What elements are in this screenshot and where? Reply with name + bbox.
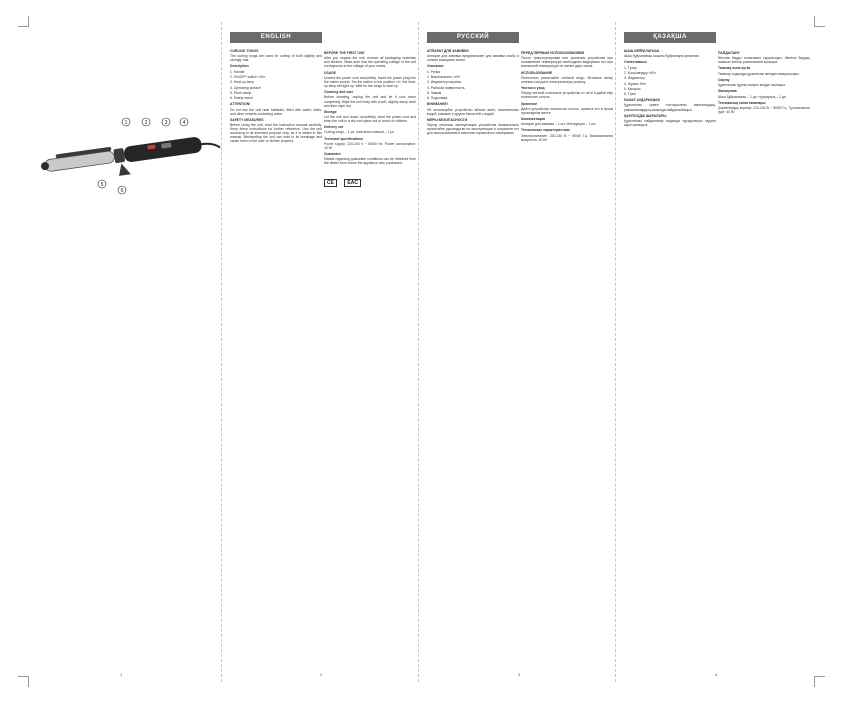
english-safety: Before using the unit, read the instruction manual carefully. Keep these instructions for further reference. Use the unit according to its intended purpose only, as it is stated in this manual. Mishandling the unit can lead to its breakage and cause harm to the user or his/her property. <box>230 123 322 144</box>
kazakh-safety-title: НАЗАР АУДАРЫҢЫЗ! <box>624 98 661 103</box>
russian-storage-title: Хранение <box>521 101 538 106</box>
page-number: 3 <box>518 672 521 677</box>
certification-marks <box>324 171 416 189</box>
russian-cleaning-title: Чистка и уход <box>521 86 545 91</box>
kazakh-delivery-title: Жинақтама <box>718 89 737 94</box>
kazakh-usage: Желілік бауды толығымен тарқатыңыз. Желілік баудың ашасын электр розеткасына қосыңыз. <box>718 56 810 65</box>
english-storage-title: Storage <box>324 109 337 114</box>
english-desc-item: 4. Operating surface <box>230 85 261 90</box>
english-first-use-title: BEFORE THE FIRST USE <box>324 51 365 55</box>
russian-first-use-title: ПЕРЕД ПЕРВЫМ ИСПОЛЬЗОВАНИЕМ <box>521 51 585 55</box>
crop-mark <box>814 676 825 687</box>
english-delivery-title: Delivery set <box>324 125 344 130</box>
crop-mark <box>18 676 29 687</box>
kazakh-usage-title: ПАЙДАЛАНУ <box>718 51 740 55</box>
russian-spec-title: Технические характеристики <box>521 128 570 133</box>
russian-desc-item: 6. Подставка <box>427 96 448 101</box>
russian-delivery-title: Комплектация <box>521 116 546 121</box>
english-first-use: After you unpack the unit, remove all packaging materials and stickers. Make sure that the operating voltage of the unit corresponds to the voltage of your mains. <box>324 56 416 69</box>
russian-column-a <box>427 32 519 672</box>
russian-intro: Аппарат для завивки предназначен для завивки слабо и сильно вьющихся волос. <box>427 54 519 63</box>
english-guarantee-title: Guarantee <box>324 152 341 156</box>
english-column-a <box>230 32 322 672</box>
english-intro: The curling tongs are used for curling of both slightly and strongly hair. <box>230 54 322 63</box>
kazakh-intro: Шаш бұйралағыш шашты бұйралауға арналған. <box>624 54 700 59</box>
page-number: 2 <box>320 672 323 677</box>
english-usage-title: USAGE <box>324 70 337 75</box>
english-spec-title: Technical specifications <box>324 136 363 141</box>
power-cord <box>201 142 220 150</box>
english-spec: Power supply: 220-240 V ~ 50/60 Hz. Power consumption: 40 W <box>324 141 416 150</box>
russian-safety-title: ВНИМАНИЕ! <box>427 102 448 107</box>
english-title: CURLING TONGS <box>230 49 259 53</box>
callout-1: 1 <box>124 120 128 126</box>
english-attention-title: ATTENTION! <box>230 102 251 107</box>
kazakh-title: ШАШ БҰЙРАЛАҒЫШ <box>624 49 659 53</box>
kazakh-cleaning-title: Тазалау және күтім <box>718 66 751 71</box>
handle <box>123 136 202 163</box>
russian-usage: Полностью размотайте сетевой шнур. Вставьте вилку сетевого шнура в электрическую розетку. <box>521 75 613 84</box>
russian-safety: Не используйте устройство вблизи ванн, наполненных водой, раковин и других ёмкостей с водой. <box>427 107 519 116</box>
callout-6: 6 <box>120 188 124 194</box>
russian-desc-item: 1. Ручка <box>427 69 440 74</box>
kazakh-desc-item: 1. Тұтқа <box>624 65 637 70</box>
english-description-title: Description <box>230 64 249 69</box>
kazakh-storage-title: Сақтау <box>718 77 730 82</box>
english-desc-item: 1. Handle <box>230 69 245 74</box>
ce-mark: CE <box>324 179 337 187</box>
callout-5: 5 <box>100 182 104 188</box>
russian-delivery: Аппарат для завивки – 1 шт. Инструкция – 1 шт. <box>521 122 597 127</box>
english-desc-item: 5. Pivot clamp <box>230 90 252 95</box>
english-safety-title: SAFETY MEASURES <box>230 117 264 122</box>
callout-2: 2 <box>144 120 148 126</box>
kazakh-desc-item: 3. Индикатор <box>624 76 645 81</box>
russian-cleaning: Перед чисткой отключите устройство от сети и дайте ему полностью остыть. <box>521 91 613 100</box>
english-desc-item: 6. Safety stand <box>230 96 253 101</box>
russian-column-b <box>521 32 613 672</box>
english-desc-item: 2. ON/OFF switch «I/0» <box>230 75 266 80</box>
fold-line <box>418 22 419 682</box>
english-attention: Do not use the unit near bathtubs, filled with water, sinks, and other vessels containing water. <box>230 107 322 116</box>
kazakh-desc-item: 6. Тірек <box>624 92 636 97</box>
english-desc-item: 3. Heat-up lamp <box>230 80 255 85</box>
kazakh-header: ҚАЗАҚША <box>624 32 716 43</box>
fold-line <box>615 22 616 682</box>
english-delivery: Curling tongs – 1 pc. Instruction manual – 1 pc. <box>324 130 395 135</box>
russian-title: АППАРАТ ДЛЯ ЗАВИВКИ <box>427 49 469 53</box>
english-usage: Unwind the power cord completely. Insert the power plug into the mains socket. Set the switch to the position «I», the heat-up lamp will light up. Wait for the tongs to heat up. <box>324 75 416 89</box>
callout-3: 3 <box>164 120 168 126</box>
russian-description-title: Описание <box>427 64 444 69</box>
kazakh-column-a <box>624 32 716 672</box>
russian-desc-item: 2. Выключатель «I/0» <box>427 75 461 80</box>
kazakh-safety: Құрылғыны сумен толтырылған ванналардың, раковиналардың жанында пайдаланбаңыз. <box>624 103 716 112</box>
english-header: ENGLISH <box>230 32 322 43</box>
russian-spec: Электропитание: 220-240 В ~ 50/60 Гц. Максимальная мощность: 40 Вт <box>521 133 613 142</box>
english-cleaning: Before cleaning, unplug the unit and let it cool down completely. Wipe the unit body with a soft, slightly damp cloth and then wipe dry. <box>324 95 416 108</box>
kazakh-storage: Құрылғыны құрғақ салқын жерде сақтаңыз. <box>718 83 786 88</box>
russian-usage-title: ИСПОЛЬЗОВАНИЕ <box>521 70 553 75</box>
kazakh-desc-item: 4. Жұмыс беті <box>624 81 646 86</box>
page-number: 1 <box>120 672 123 677</box>
safety-stand <box>117 162 131 176</box>
kazakh-delivery: Шаш бұйралағыш – 1 дн. Нұсқаулық – 1 дн. <box>718 94 787 99</box>
kazakh-column-b <box>718 32 810 672</box>
russian-header: РУССКИЙ <box>427 32 519 43</box>
kazakh-desc-item: 2. Қосу/сөндіру «I/0» <box>624 70 657 75</box>
russian-storage: Дайте устройству полностью остыть, храните его в сухом прохладном месте. <box>521 106 613 115</box>
kazakh-cleaning: Тазалау алдында құрылғыны желіден ажыратыңыз. <box>718 71 800 76</box>
collar <box>113 148 125 163</box>
kazakh-desc-item: 5. Қысқыш <box>624 86 641 91</box>
russian-desc-item: 3. Индикатор нагрева <box>427 80 461 85</box>
russian-first-use: После транспортировки или хранения устройства при пониженной температуре необходимо выдержать его при комнатной температуре не менее двух часов. <box>521 56 613 69</box>
english-cleaning-title: Cleaning and care <box>324 90 354 95</box>
eac-mark: EAC <box>344 179 361 187</box>
callout-4: 4 <box>182 120 186 126</box>
english-column-b <box>324 32 416 672</box>
english-guarantee: Details regarding guarantee conditions can be obtained from the dealer from whom the appliance was purchased. <box>324 157 416 166</box>
russian-desc-item: 4. Рабочая поверхность <box>427 85 465 90</box>
english-storage: Let the unit cool down completely, wind the power cord and keep the unit in a dry cool place out of reach of children. <box>324 114 416 124</box>
kazakh-measures: Құрылғыны пайдаланар алдында нұсқаулықты мұқият оқып шығыңыз. <box>624 118 716 127</box>
russian-desc-item: 5. Зажим <box>427 90 442 95</box>
crop-mark <box>18 16 29 27</box>
russian-measures-title: МЕРЫ БЕЗОПАСНОСТИ <box>427 117 468 122</box>
kazakh-description-title: Сипаттамасы <box>624 60 647 65</box>
russian-measures: Перед началом эксплуатации устройства внимательно прочитайте руководство по эксплуатации и сохраните его для использования в качестве справочного материала. <box>427 123 519 136</box>
page-number: 4 <box>715 672 718 677</box>
kazakh-measures-title: ҚАУІПСІЗДІК ШАРАЛАРЫ <box>624 113 667 118</box>
kazakh-spec: Қоректендіру кернеуі: 220-240 В ~ 50/60 Гц. Тұтынылатын қуат: 40 Вт <box>718 105 810 114</box>
kazakh-spec-title: Техникалық сипаттамалары <box>718 100 766 105</box>
curling-tongs-illustration <box>36 108 226 198</box>
crop-mark <box>814 16 825 27</box>
